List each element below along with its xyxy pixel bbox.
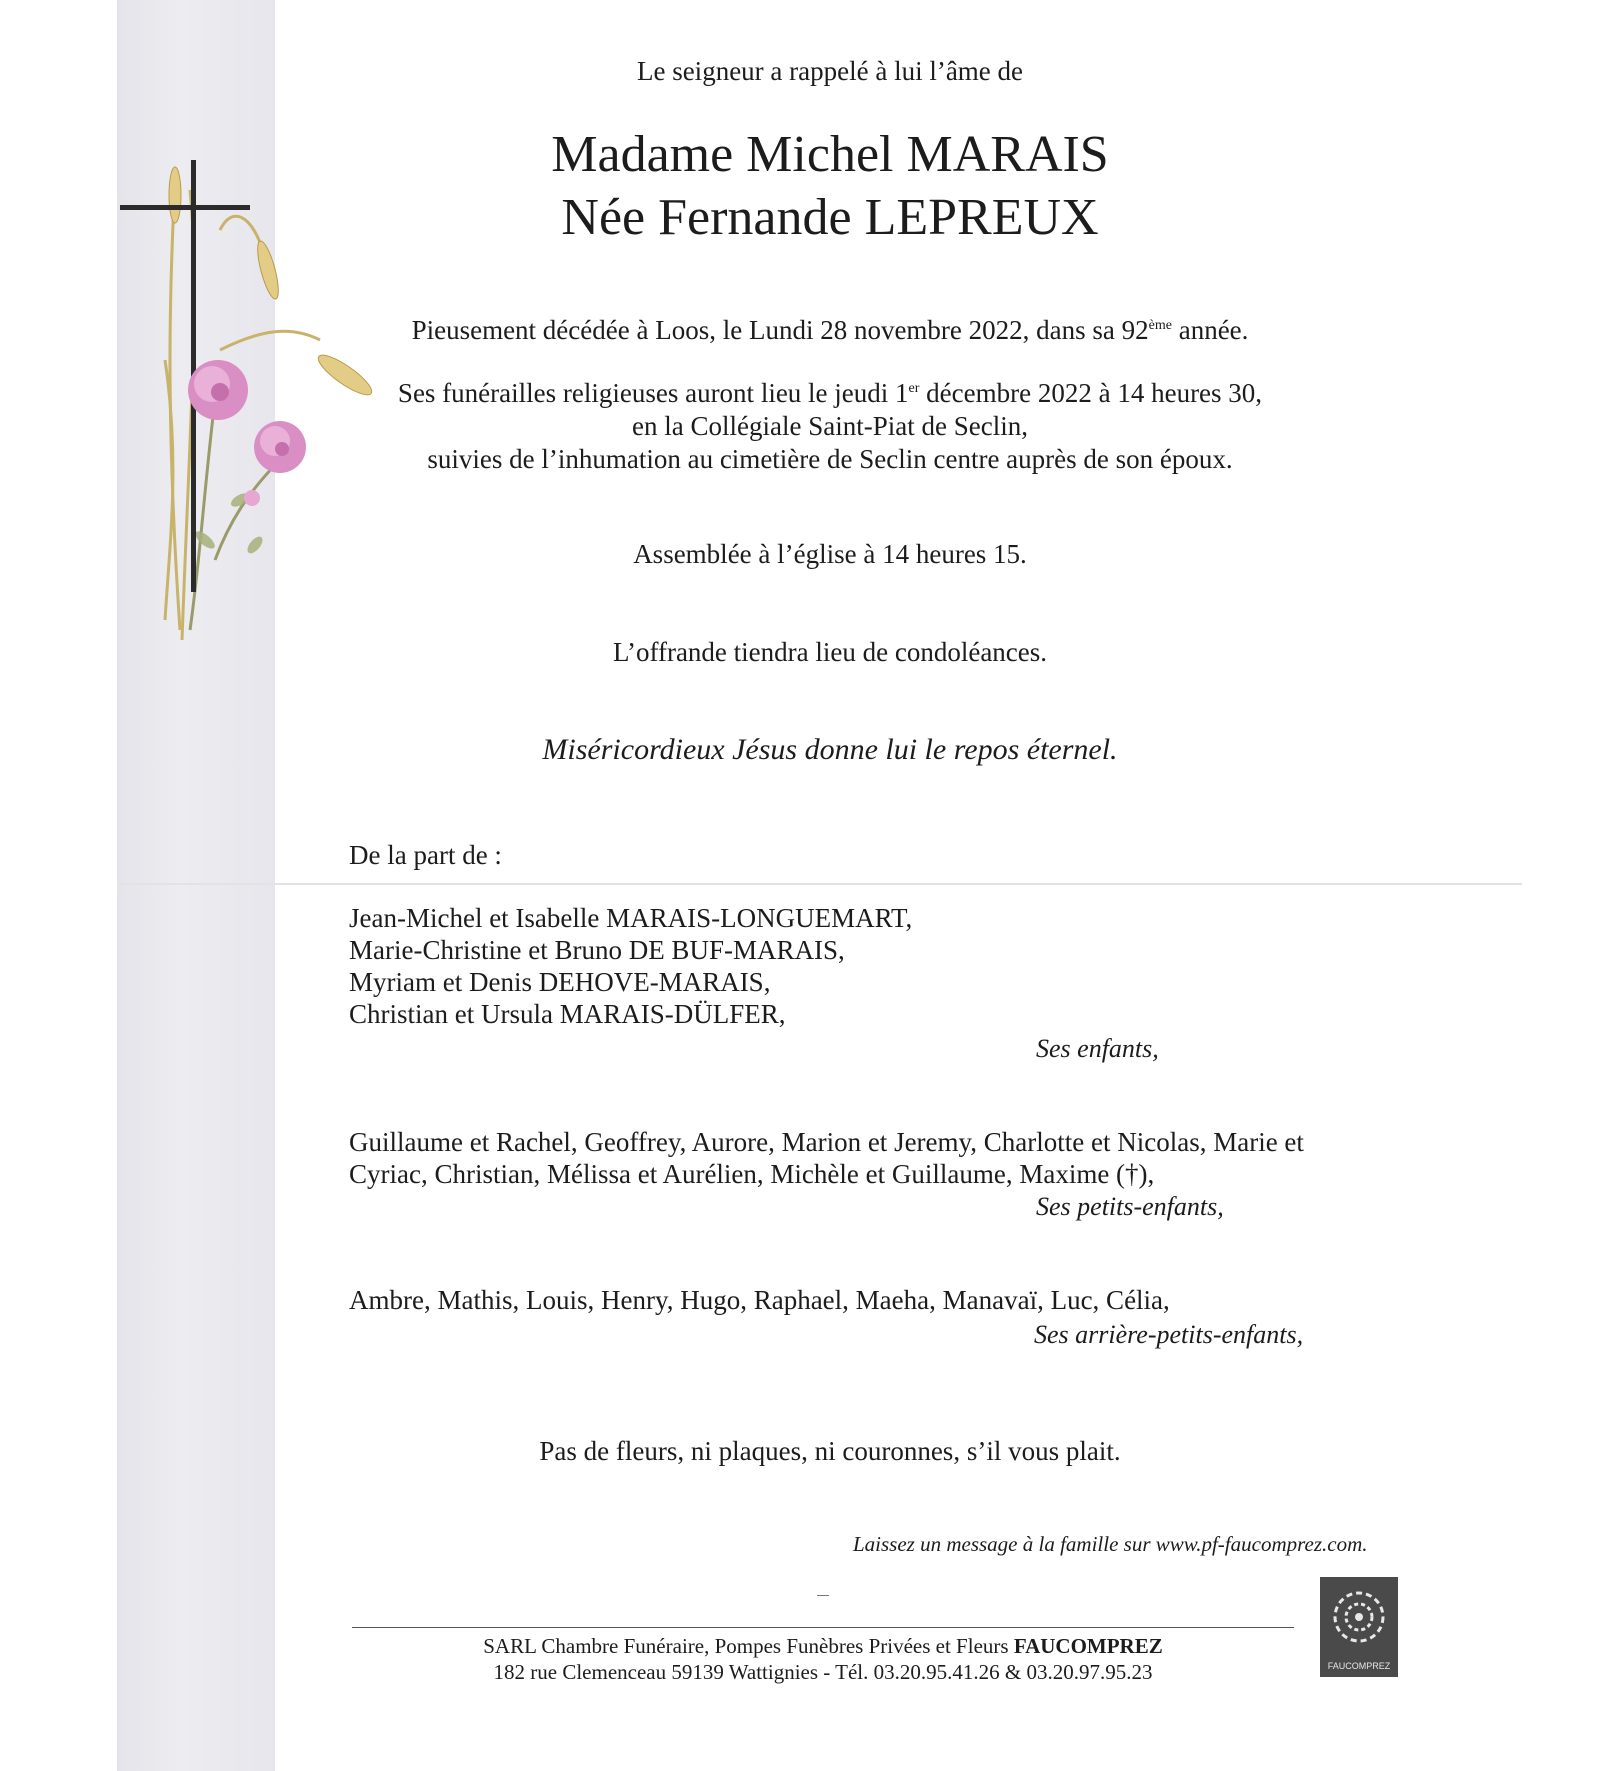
- death-notice: Pieusement décédée à Loos, le Lundi 28 novembre 2022, dans sa 92ème année.: [411, 315, 1249, 345]
- funeral-line-2: en la Collégiale Saint-Piat de Seclin,: [632, 411, 1028, 441]
- message-website: Laissez un message à la famille sur www.pf-faucomprez.com.: [853, 1532, 1368, 1556]
- footer-address: 182 rue Clemenceau 59139 Wattignies - Tél. 03.20.95.41.26 & 03.20.97.95.23: [493, 1660, 1153, 1684]
- children-role: Ses enfants,: [1036, 1034, 1159, 1063]
- from-label: De la part de :: [349, 840, 502, 870]
- wheat-icon: [165, 180, 320, 640]
- no-flowers-note: Pas de fleurs, ni plaques, ni couronnes, s’il vous plait.: [539, 1436, 1121, 1466]
- grandchildren-line-2: Cyriac, Christian, Mélissa et Aurélien, Michèle et Guillaume, Maxime (†),: [349, 1159, 1155, 1189]
- child-4: Christian et Ursula MARAIS-DÜLFER,: [349, 999, 786, 1029]
- footer-divider: [352, 1627, 1294, 1628]
- footer-company: SARL Chambre Funéraire, Pompes Funèbres Privées et Fleurs FAUCOMPREZ: [483, 1634, 1163, 1658]
- logo-text: FAUCOMPREZ: [1327, 1661, 1391, 1671]
- funeral-line-3: suivies de l’inhumation au cimetière de Seclin centre auprès de son époux.: [427, 444, 1233, 474]
- maiden-name: Née Fernande LEPREUX: [561, 189, 1099, 246]
- offering-note: L’offrande tiendra lieu de condoléances.: [612, 637, 1048, 667]
- intro-text: Le seigneur a rappelé à lui l’âme de: [636, 56, 1024, 86]
- great-grandchildren: Ambre, Mathis, Louis, Henry, Hugo, Raphael, Maeha, Manavaï, Luc, Célia,: [349, 1285, 1170, 1315]
- prayer: Miséricordieux Jésus donne lui le repos éternel.: [542, 733, 1118, 766]
- small-dash: [817, 1595, 829, 1596]
- company-logo: [1320, 1577, 1398, 1677]
- grandchildren-role: Ses petits-enfants,: [1036, 1192, 1224, 1221]
- logo-emblem-icon: [1320, 1577, 1398, 1661]
- child-1: Jean-Michel et Isabelle MARAIS-LONGUEMART,: [349, 903, 913, 933]
- great-grandchildren-role: Ses arrière-petits-enfants,: [1034, 1320, 1304, 1349]
- fold-line: [117, 883, 1522, 885]
- assembly-time: Assemblée à l’église à 14 heures 15.: [633, 539, 1027, 569]
- grandchildren-line-1: Guillaume et Rachel, Geoffrey, Aurore, Marion et Jeremy, Charlotte et Nicolas, Marie et: [349, 1127, 1304, 1157]
- child-2: Marie-Christine et Bruno DE BUF-MARAIS,: [349, 935, 845, 965]
- funeral-line-1: Ses funérailles religieuses auront lieu le jeudi 1er décembre 2022 à 14 heures 30,: [397, 378, 1263, 408]
- deceased-name: Madame Michel MARAIS: [551, 126, 1109, 183]
- child-3: Myriam et Denis DEHOVE-MARAIS,: [349, 967, 771, 997]
